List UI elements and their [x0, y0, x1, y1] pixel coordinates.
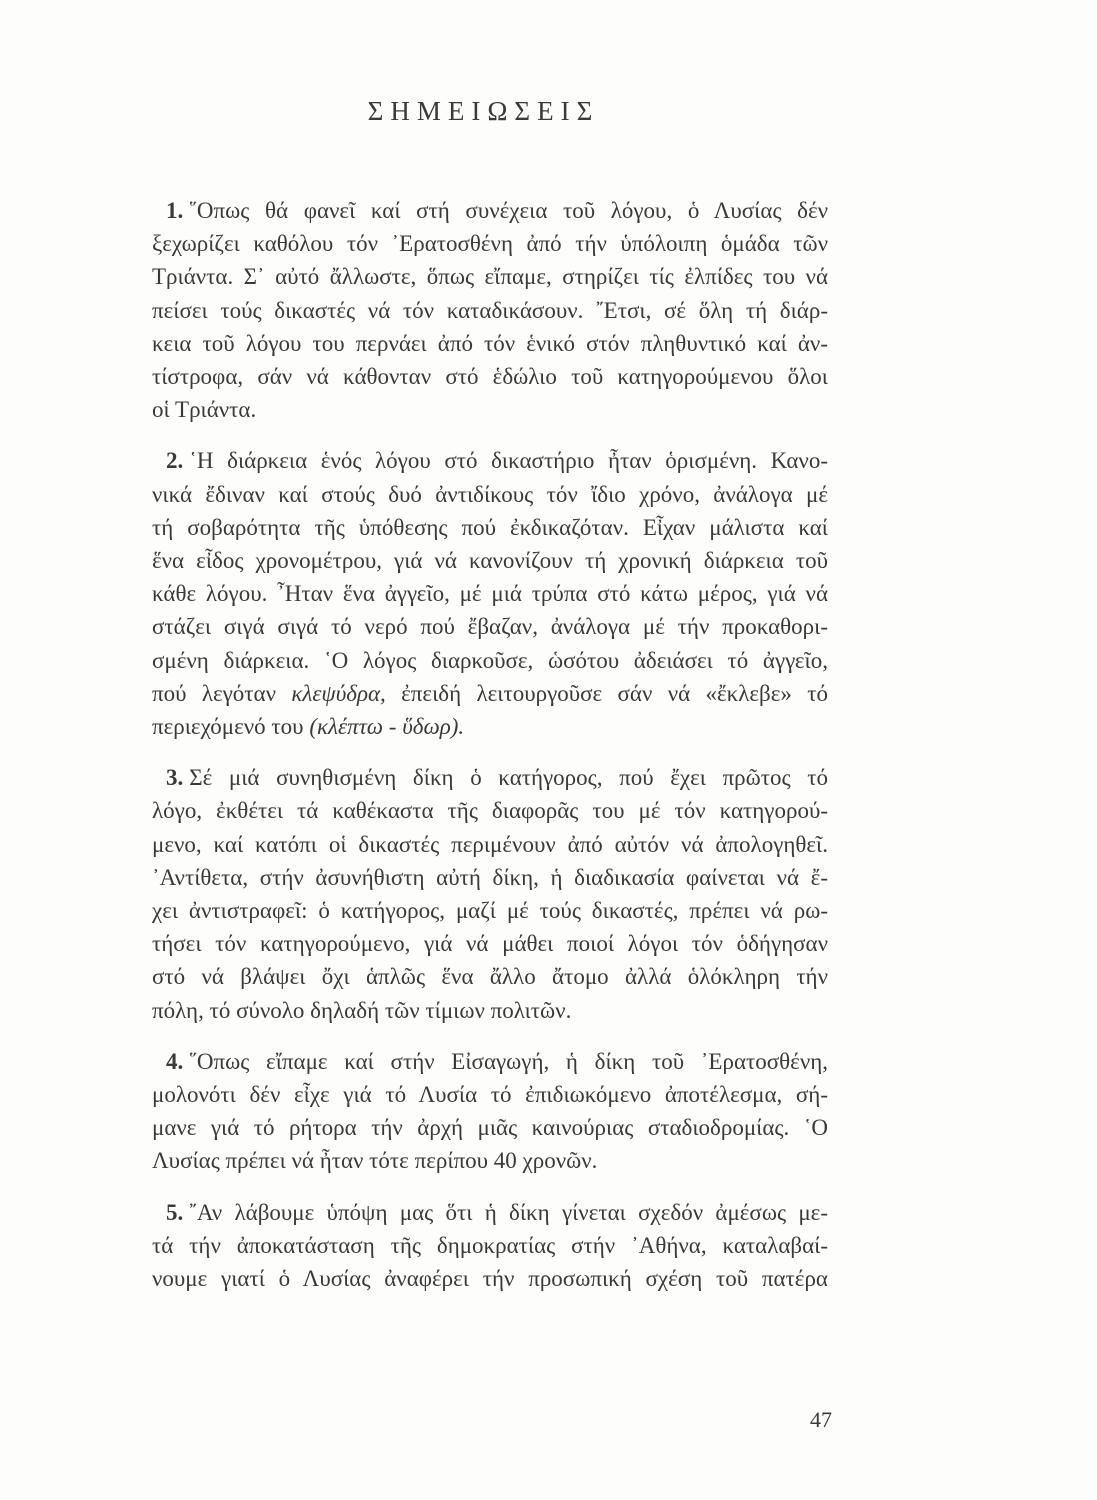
- note-5: 5. ῎Αν λάβουμε ὑπόψη μας ὅτι ἡ δίκη γίνεται σχεδόν ἀμέσως με- τά τήν ἀποκατάσταση τῆς δημοκρατίας στήν ᾿Αθήνα, καταλαβαί- νουμε γιατί ὁ Λυσίας ἀναφέρει τήν προσωπική σχέση τοῦ πατέρα: [152, 1196, 828, 1296]
- note-number: 1.: [166, 198, 184, 223]
- note-number: 5.: [166, 1199, 184, 1225]
- note-3: 3. Σέ μιά συνηθισμένη δίκη ὁ κατήγορος, πού ἔχει πρῶτος τό λόγο, ἐκθέτει τά καθέκαστα τῆς διαφορᾶς του μέ τόν κατηγορού- μενο, καί κατόπι οἱ δικαστές περιμένουν ἀπό αὐτόν νά ἀπολογηθεῖ. ᾿Αντίθετα, στήν ἀσυνήθιστη αὐτή δίκη, ἡ διαδικασία φαίνεται νά ἔ- χει ἀντιστραφεῖ: ὁ κατήγορος, μαζί μέ τούς δικαστές, πρέπει νά ρω- τήσει τόν κατηγορούμενο, γιά νά μάθει ποιοί λόγοι τόν ὁδήγησαν στό νά βλάψει ὄχι ἁπλῶς ἕνα ἄλλο ἄτομο ἀλλά ὁλόκληρη τήν πόλη, τό σύνολο δηλαδή τῶν τίμιων πολιτῶν.: [152, 761, 828, 1027]
- page-heading: ΣΗΜΕΙΩΣΕΙΣ: [367, 96, 600, 126]
- note-number: 3.: [166, 765, 184, 791]
- italic-term: (κλέπτω - ὕδωρ).: [309, 714, 465, 740]
- notes-container: [152, 194, 828, 1313]
- italic-line: περιεχόμενό του (κλέπτω - ὕδωρ).: [152, 714, 465, 740]
- page-number: 47: [810, 1407, 832, 1432]
- note-1: 1. ῞Οπως θά φανεῖ καί στή συνέχεια τοῦ λόγου, ὁ Λυσίας δέν ξεχωρίζει καθόλου τόν ᾿Ερατοσθένη ἀπό τήν ὑπόλοιπη ὁμάδα τῶν Τριάντα. Σ᾿ αὐτό ἄλλωστε, ὅπως εἴπαμε, στηρίζει τίς ἐλπίδες του νά πείσει τούς δικαστές νά τόν καταδικάσουν. ῎Ετσι, σέ ὅλη τή διάρ- κεια τοῦ λόγου του περνάει ἀπό τόν ἑνικό στόν πληθυντικό καί ἀν- τίστροφα, σάν νά κάθονταν στό ἑδώλιο τοῦ κατηγορούμενου ὅλοι οἱ Τριάντα.: [152, 194, 828, 426]
- italic-line: πού λεγόταν κλεψύδρα, ἐπειδή λειτουργοῦσε σάν νά «ἔκλεβε» τό: [152, 680, 828, 706]
- note-2: 2. ῾Η διάρκεια ἑνός λόγου στό δικαστήριο ἦταν ὁρισμένη. Κανο- νικά ἔδιναν καί στούς δυό ἀντιδίκους τόν ἴδιο χρόνο, ἀνάλογα μέ τή σοβαρότητα τῆς ὑπόθεσης πού ἐκδικαζόταν. Εἶχαν μάλιστα καί ἕνα εἶδος χρονομέτρου, γιά νά κανονίζουν τή χρονική διάρκεια τοῦ κάθε λόγου. ῏Ηταν ἕνα ἀγγεῖο, μέ μιά τρύπα στό κάτω μέρος, γιά νά στάζει σιγά σιγά τό νερό πού ἔβαζαν, ἀνάλογα μέ τήν προκαθορι- σμένη διάρκεια. ῾Ο λόγος διαρκοῦσε, ὡσότου ἀδειάσει τό ἀγγεῖο, πού λεγόταν κλεψύδρα, ἐπειδή λειτουργοῦσε σάν νά «ἔκλεβε» τό περιεχόμενό του (κλέπτω - ὕδωρ).: [152, 444, 828, 743]
- italic-term: κλεψύδρα,: [291, 680, 386, 706]
- note-number: 4.: [166, 1048, 184, 1074]
- note-number: 2.: [166, 448, 184, 474]
- note-4: 4. ῞Οπως εἴπαμε καί στήν Εἰσαγωγή, ἡ δίκη τοῦ ᾿Ερατοσθένη, μολονότι δέν εἶχε γιά τό Λυσία τό ἐπιδιωκόμενο ἀποτέλεσμα, σή- μανε γιά τό ρήτορα τήν ἀρχή μιᾶς καινούριας σταδιοδρομίας. ῾Ο Λυσίας πρέπει νά ἦταν τότε περίπου 40 χρονῶν.: [152, 1045, 828, 1178]
